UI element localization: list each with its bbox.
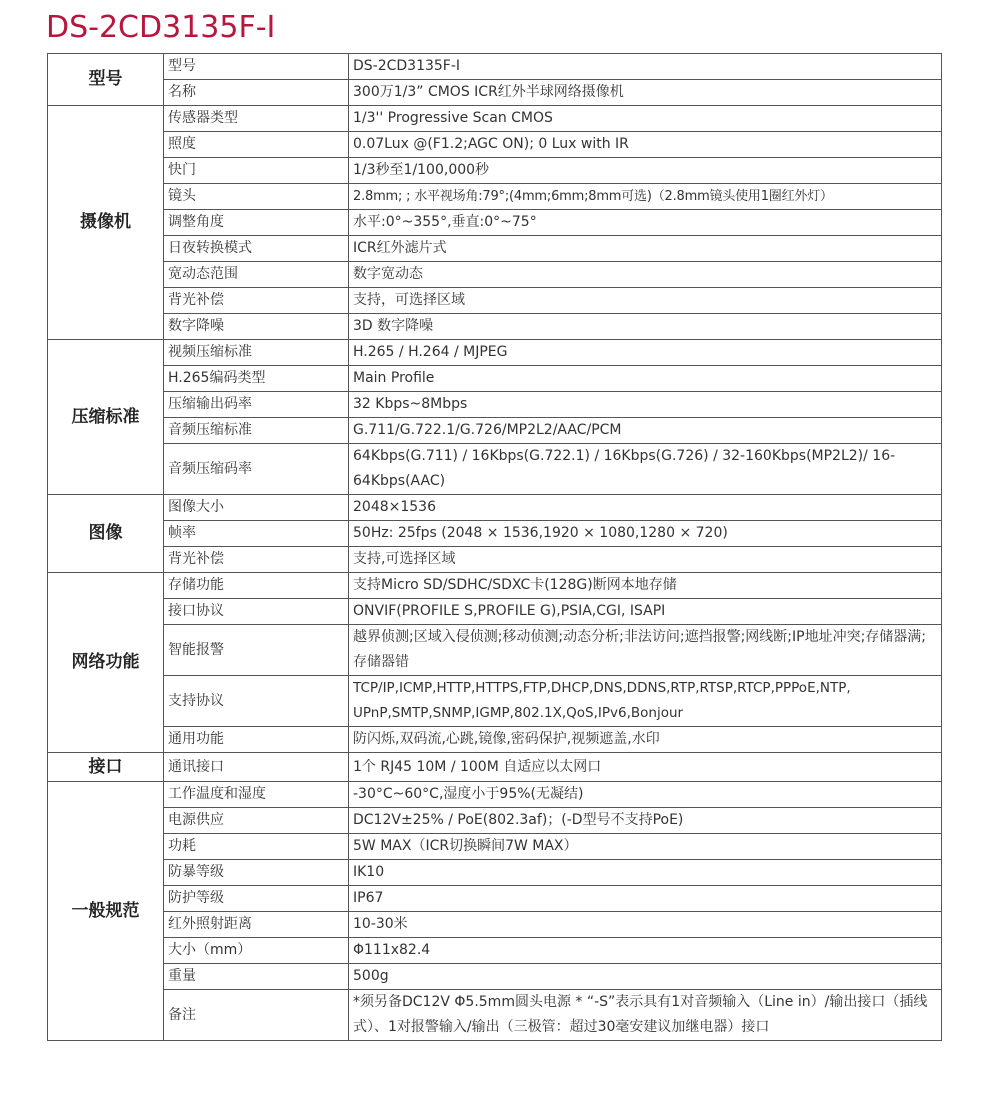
table-row — [48, 938, 942, 964]
row-value: DS-2CD3135F-I — [349, 54, 942, 80]
table-row — [48, 727, 942, 753]
table-row — [48, 184, 942, 210]
row-value: 数字宽动态 — [349, 262, 942, 288]
row-label: 视频压缩标准 — [164, 340, 349, 366]
row-value: 50Hz: 25fps (2048 × 1536,1920 × 1080,1280 × 720) — [349, 521, 942, 547]
row-value: 2048×1536 — [349, 495, 942, 521]
row-value: 2.8mm; ; 水平视场角:79°;(4mm;6mm;8mm可选)（2.8mm镜头使用1圈红外灯） — [349, 184, 942, 210]
row-value: 1/3'' Progressive Scan CMOS — [349, 106, 942, 132]
category-model: 型号 — [48, 54, 164, 106]
table-row — [48, 80, 942, 106]
row-label: 支持协议 — [164, 676, 349, 727]
row-label: 照度 — [164, 132, 349, 158]
table-row — [48, 210, 942, 236]
row-label: 数字降噪 — [164, 314, 349, 340]
row-value: 300万1/3” CMOS ICR红外半球网络摄像机 — [349, 80, 942, 106]
table-row — [48, 340, 942, 366]
row-value: DC12V±25% / PoE(802.3af)；(-D型号不支持PoE) — [349, 808, 942, 834]
row-label: 帧率 — [164, 521, 349, 547]
table-row — [48, 132, 942, 158]
row-value: 10-30米 — [349, 912, 942, 938]
row-value: IP67 — [349, 886, 942, 912]
table-row — [48, 366, 942, 392]
table-row — [48, 236, 942, 262]
table-row — [48, 912, 942, 938]
category-network: 网络功能 — [48, 573, 164, 753]
row-value: 支持Micro SD/SDHC/SDXC卡(128G)断网本地存储 — [349, 573, 942, 599]
row-value: H.265 / H.264 / MJPEG — [349, 340, 942, 366]
row-value: Main Profile — [349, 366, 942, 392]
row-value: 越界侦测;区域入侵侦测;移动侦测;动态分析;非法访问;遮挡报警;网线断;IP地址冲突;存储器满;存储器错 — [349, 625, 942, 676]
table-row — [48, 106, 942, 132]
table-row — [48, 547, 942, 573]
row-label: 大小（mm） — [164, 938, 349, 964]
row-label: 音频压缩码率 — [164, 444, 349, 495]
row-label: 型号 — [164, 54, 349, 80]
row-value: ICR红外滤片式 — [349, 236, 942, 262]
table-row — [48, 495, 942, 521]
row-value: 3D 数字降噪 — [349, 314, 942, 340]
row-value: TCP/IP,ICMP,HTTP,HTTPS,FTP,DHCP,DNS,DDNS,RTP,RTSP,RTCP,PPPoE,NTP, UPnP,SMTP,SNMP,IGMP,802.1X,QoS,IPv6,Bonjour — [349, 676, 942, 727]
row-label: 重量 — [164, 964, 349, 990]
table-row — [48, 573, 942, 599]
row-value: G.711/G.722.1/G.726/MP2L2/AAC/PCM — [349, 418, 942, 444]
row-value: 1/3秒至1/100,000秒 — [349, 158, 942, 184]
table-row — [48, 521, 942, 547]
row-label: 音频压缩标准 — [164, 418, 349, 444]
row-label: 镜头 — [164, 184, 349, 210]
row-value: -30°C~60°C,湿度小于95%(无凝结) — [349, 782, 942, 808]
row-label: 压缩输出码率 — [164, 392, 349, 418]
page-title: DS-2CD3135F-I — [46, 10, 276, 45]
category-general: 一般规范 — [48, 782, 164, 1041]
row-label: 存储功能 — [164, 573, 349, 599]
row-label: 通用功能 — [164, 727, 349, 753]
row-value: ONVIF(PROFILE S,PROFILE G),PSIA,CGI, ISAPI — [349, 599, 942, 625]
table-row — [48, 392, 942, 418]
row-label: 防暴等级 — [164, 860, 349, 886]
row-value: 32 Kbps~8Mbps — [349, 392, 942, 418]
row-label: 智能报警 — [164, 625, 349, 676]
table-row — [48, 676, 942, 727]
row-label: 通讯接口 — [164, 753, 349, 782]
row-label: 背光补偿 — [164, 547, 349, 573]
table-row — [48, 288, 942, 314]
row-label: 工作温度和湿度 — [164, 782, 349, 808]
row-value: 水平:0°~355°,垂直:0°~75° — [349, 210, 942, 236]
row-label: 快门 — [164, 158, 349, 184]
table-row — [48, 808, 942, 834]
row-value: 防闪烁,双码流,心跳,镜像,密码保护,视频遮盖,水印 — [349, 727, 942, 753]
category-interface: 接口 — [48, 753, 164, 782]
row-label: 接口协议 — [164, 599, 349, 625]
row-label: 红外照射距离 — [164, 912, 349, 938]
row-value: 支持,可选择区域 — [349, 547, 942, 573]
table-row — [48, 444, 942, 495]
table-row — [48, 990, 942, 1041]
table-row — [48, 834, 942, 860]
row-label: 背光补偿 — [164, 288, 349, 314]
table-row — [48, 886, 942, 912]
table-row — [48, 262, 942, 288]
row-label: 图像大小 — [164, 495, 349, 521]
table-row — [48, 418, 942, 444]
row-label: 宽动态范围 — [164, 262, 349, 288]
table-row — [48, 54, 942, 80]
row-value: 500g — [349, 964, 942, 990]
row-label: 传感器类型 — [164, 106, 349, 132]
row-value: *须另备DC12V Φ5.5mm圆头电源 * “-S”表示具有1对音频输入（Line in）/输出接口（插线式）、1对报警输入/输出（三极管：超过30毫安建议加继电器）接口 — [349, 990, 942, 1041]
category-compression: 压缩标准 — [48, 340, 164, 495]
row-value: IK10 — [349, 860, 942, 886]
table-row — [48, 782, 942, 808]
row-label: 防护等级 — [164, 886, 349, 912]
table-row — [48, 964, 942, 990]
row-label: 日夜转换模式 — [164, 236, 349, 262]
row-value: 5W MAX（ICR切换瞬间7W MAX） — [349, 834, 942, 860]
row-label: H.265编码类型 — [164, 366, 349, 392]
table-row — [48, 625, 942, 676]
table-row — [48, 158, 942, 184]
row-value: 64Kbps(G.711) / 16Kbps(G.722.1) / 16Kbps(G.726) / 32-160Kbps(MP2L2)/ 16-64Kbps(AAC) — [349, 444, 942, 495]
row-label: 名称 — [164, 80, 349, 106]
spec-table — [47, 53, 942, 1041]
row-value: Φ111x82.4 — [349, 938, 942, 964]
row-label: 备注 — [164, 990, 349, 1041]
row-label: 功耗 — [164, 834, 349, 860]
row-label: 调整角度 — [164, 210, 349, 236]
row-value: 支持，可选择区域 — [349, 288, 942, 314]
row-value: 0.07Lux @(F1.2;AGC ON); 0 Lux with IR — [349, 132, 942, 158]
table-row — [48, 314, 942, 340]
category-image: 图像 — [48, 495, 164, 573]
category-camera: 摄像机 — [48, 106, 164, 340]
row-label: 电源供应 — [164, 808, 349, 834]
row-value: 1个 RJ45 10M / 100M 自适应以太网口 — [349, 753, 942, 782]
table-row — [48, 753, 942, 782]
table-row — [48, 860, 942, 886]
table-row — [48, 599, 942, 625]
